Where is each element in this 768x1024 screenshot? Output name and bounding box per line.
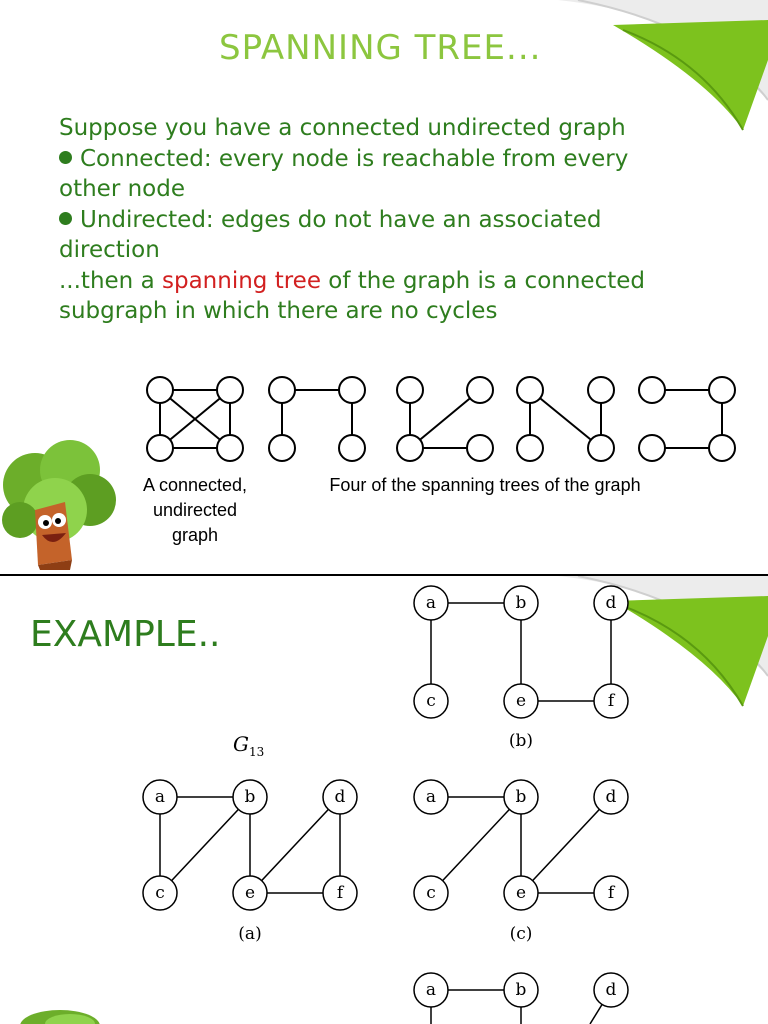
node-label: e: [515, 691, 527, 711]
intro-line: Suppose you have a connected undirected graph: [59, 115, 626, 141]
node-label: d: [605, 787, 617, 807]
graph-name-base: G: [233, 732, 249, 756]
node-label: a: [425, 787, 437, 807]
tree-mascot-icon: [0, 440, 120, 570]
sub-label-a: (a): [238, 924, 262, 944]
node-label: e: [515, 883, 527, 903]
tree-mascot-icon: [10, 1004, 110, 1024]
node-label: b: [515, 593, 527, 613]
spanning-tree-1: [269, 377, 365, 461]
node-label: d: [605, 593, 617, 613]
node-label: c: [155, 883, 165, 903]
node-label: c: [426, 883, 436, 903]
node-label: e: [244, 883, 256, 903]
spanning-tree-4: [639, 377, 735, 461]
slide-example: [0, 576, 768, 1024]
bullet-undirected-cont: direction: [59, 237, 160, 263]
caption-spanning-trees: Four of the spanning trees of the graph: [329, 475, 641, 495]
node-label: b: [244, 787, 256, 807]
caption-line: A connected,: [142, 475, 248, 495]
example-title: EXAMPLE..: [30, 614, 221, 655]
node-label: c: [426, 691, 436, 711]
conclusion-line-2: subgraph in which there are no cycles: [59, 298, 498, 324]
node-label: a: [425, 593, 437, 613]
node-label: d: [334, 787, 346, 807]
caption-line: undirected: [152, 500, 238, 520]
node-label: b: [515, 787, 527, 807]
spanning-tree-term: spanning tree: [161, 267, 321, 294]
example-graphs: [0, 576, 768, 1024]
bullet-icon: [59, 151, 72, 164]
slide-title: SPANNING TREE...: [219, 28, 542, 68]
node-label: f: [607, 883, 615, 903]
conclusion-pre: ...then a: [59, 267, 162, 294]
graph-name-sub: 13: [248, 745, 265, 759]
bullet-connected-text: Connected: every node is reachable from every: [80, 145, 629, 172]
connected-graph: [147, 377, 243, 461]
node-label: f: [336, 883, 344, 903]
caption-line: graph: [171, 525, 219, 545]
node-label: d: [605, 980, 617, 1000]
caption-connected-graph: [120, 473, 270, 548]
bullet-icon: [59, 212, 72, 225]
node-label: a: [154, 787, 166, 807]
node-label: a: [425, 980, 437, 1000]
sub-label-b: (b): [508, 731, 534, 751]
bullet-connected-cont: other node: [59, 176, 185, 202]
body-text: [59, 113, 699, 327]
conclusion-post: of the graph is a connected: [320, 267, 645, 294]
sub-label-c: (c): [509, 924, 533, 944]
spanning-tree-2: [397, 377, 493, 461]
node-label: f: [607, 691, 615, 711]
node-label: b: [515, 980, 527, 1000]
spanning-tree-3: [517, 377, 614, 461]
bullet-undirected-text: Undirected: edges do not have an associated: [80, 206, 602, 233]
